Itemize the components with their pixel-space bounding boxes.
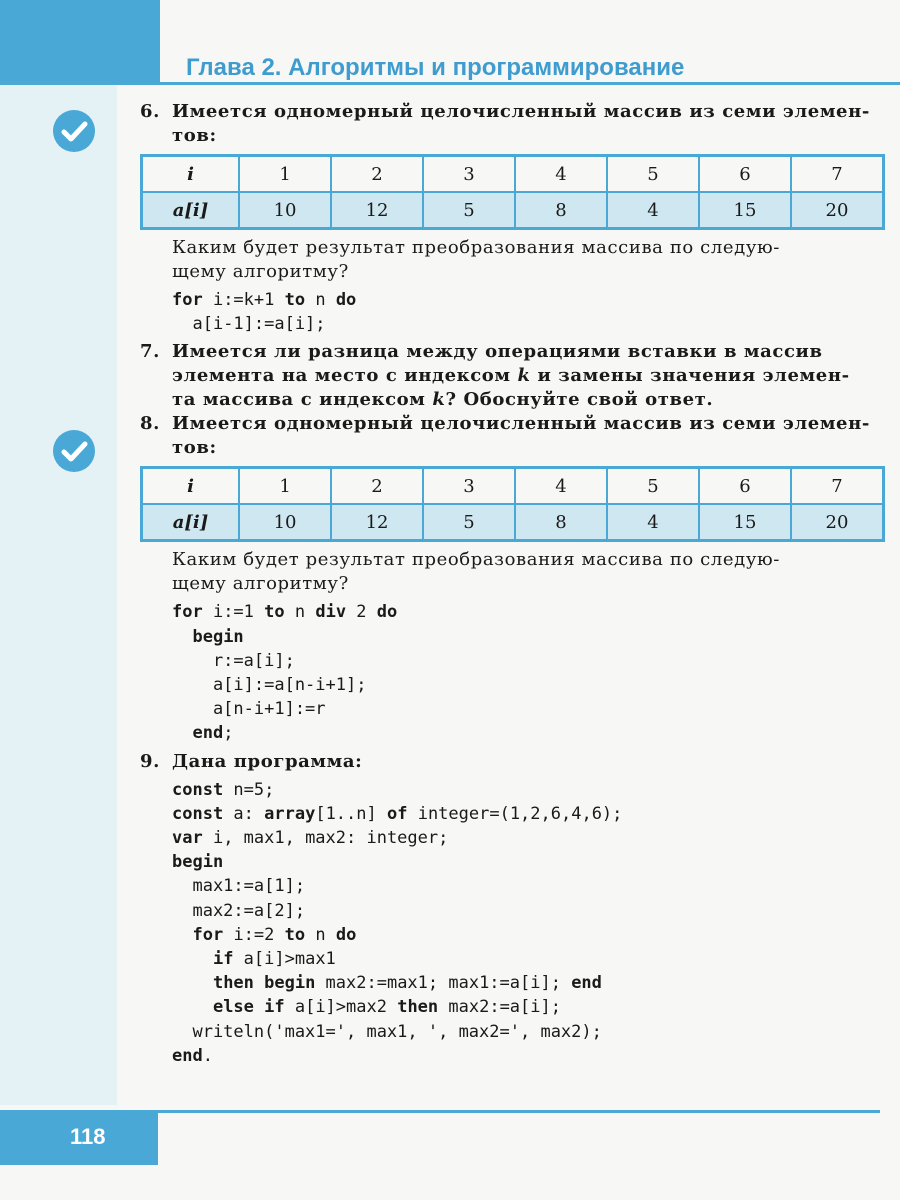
table-cell: 4: [607, 504, 699, 541]
chapter-title: Глава 2. Алгоритмы и программирование: [186, 54, 685, 81]
code-keyword: to: [284, 290, 306, 310]
question-prompt: щему алгоритму?: [172, 573, 349, 595]
text-span: та массива с индексом: [172, 389, 433, 411]
code-keyword: then: [397, 997, 439, 1018]
code-keyword: begin: [172, 852, 224, 873]
margin-sidebar: [0, 85, 117, 1105]
table-cell: 5: [607, 468, 699, 505]
code-keyword: const: [172, 779, 224, 800]
question-text: Имеется одномерный целочисленный массив из семи элемен-: [172, 101, 870, 122]
code-keyword: const: [172, 803, 224, 824]
table-cell: 4: [515, 156, 607, 193]
code-keyword: for: [172, 602, 203, 623]
code-keyword: to: [284, 924, 306, 945]
question-number: 8.: [140, 413, 160, 435]
page-number: 118: [70, 1124, 106, 1149]
variable-k: k: [432, 389, 446, 411]
table-cell: 2: [331, 156, 423, 193]
question-text: Имеется ли разница между операциями вставки в массив: [172, 341, 823, 363]
question-text: [140, 364, 885, 388]
array-table: [140, 154, 885, 230]
table-cell: 12: [331, 192, 423, 229]
table-header-ai: a[i]: [142, 192, 240, 229]
table-cell: 10: [239, 504, 331, 541]
table-cell: 5: [607, 156, 699, 193]
table-cell: 4: [515, 468, 607, 505]
question-number: 9.: [140, 750, 160, 772]
question-number: 7.: [140, 341, 160, 363]
text-span: элемента на место с индексом: [172, 365, 518, 387]
code-keyword: if: [212, 949, 234, 970]
table-cell: 15: [699, 504, 791, 541]
code-keyword: then begin: [212, 973, 316, 994]
code-keyword: else if: [212, 997, 285, 1018]
code-keyword: of: [386, 803, 408, 824]
table-cell: 7: [791, 468, 884, 505]
code-block: for i:=1 to n div 2 do begin r:=a[i]; a[i]:=a[n-i+1]; a[n-i+1]:=r end;: [172, 602, 398, 744]
checkmark-icon: [53, 110, 95, 152]
table-cell: 3: [423, 156, 515, 193]
header-band: [0, 0, 160, 85]
checkmark-icon: [53, 430, 95, 472]
code-keyword: do: [335, 290, 357, 310]
header-rule: [0, 82, 900, 85]
code-keyword: array: [264, 803, 316, 824]
question-text: тов:: [172, 437, 217, 459]
page-content: [140, 100, 885, 1072]
table-header-ai: a[i]: [142, 504, 240, 541]
question-7: [140, 340, 885, 364]
code-keyword: end: [192, 723, 224, 744]
code-keyword: var: [172, 828, 203, 849]
question-text: Имеется одномерный целочисленный массив из семи элемен-: [172, 413, 870, 435]
code-keyword: do: [376, 602, 398, 623]
question-8: [140, 412, 885, 436]
text-span: и замены значения элемен-: [530, 365, 850, 387]
table-cell: 12: [331, 504, 423, 541]
variable-k: k: [517, 365, 531, 387]
code-keyword: do: [335, 924, 357, 945]
table-cell: 1: [239, 156, 331, 193]
code-keyword: to: [264, 602, 285, 623]
question-text: тов:: [172, 125, 217, 146]
code-block: for i:=k+1 to n do a[i-1]:=a[i];: [172, 290, 357, 335]
text-span: ? Обоснуйте свой ответ.: [445, 389, 714, 411]
question-number: 6.: [140, 101, 160, 122]
question-text: [140, 388, 885, 412]
question-6: [140, 100, 885, 124]
table-header-i: i: [142, 468, 240, 505]
question-prompt: щему алгоритму?: [172, 261, 349, 282]
table-cell: 10: [239, 192, 331, 229]
table-cell: 8: [515, 192, 607, 229]
table-cell: 6: [699, 468, 791, 505]
table-cell: 20: [791, 192, 884, 229]
table-cell: 20: [791, 504, 884, 541]
question-text: Дана программа:: [172, 750, 363, 772]
code-keyword: for: [172, 290, 203, 310]
table-cell: 7: [791, 156, 884, 193]
table-header-i: i: [142, 156, 240, 193]
table-cell: 5: [423, 192, 515, 229]
table-cell: 1: [239, 468, 331, 505]
table-cell: 8: [515, 504, 607, 541]
table-cell: 6: [699, 156, 791, 193]
code-keyword: div: [315, 602, 347, 623]
array-table: [140, 466, 885, 542]
code-block: const n=5; const a: array[1..n] of integer=(1,2,6,4,6); var i, max1, max2: integer; begin max1:=a[1]; max2:=a[2]; for i:=2 to n do if a[i]>max1 then begin max2:=max1; max1:=a[i]; end else if a[i]>max2 then max2:=a[i]; writeln('max1=', max1, ', max2=', max2); end.: [172, 779, 623, 1066]
question-9: [140, 750, 885, 774]
question-prompt: Каким будет результат преобразования массива по следую-: [172, 549, 780, 571]
code-keyword: end: [571, 973, 602, 994]
code-keyword: end: [172, 1045, 203, 1066]
code-keyword: for: [192, 924, 224, 945]
question-prompt: Каким будет результат преобразования массива по следую-: [172, 237, 780, 258]
table-cell: 15: [699, 192, 791, 229]
table-cell: 2: [331, 468, 423, 505]
table-cell: 5: [423, 504, 515, 541]
code-keyword: begin: [192, 626, 244, 647]
table-cell: 4: [607, 192, 699, 229]
table-cell: 3: [423, 468, 515, 505]
